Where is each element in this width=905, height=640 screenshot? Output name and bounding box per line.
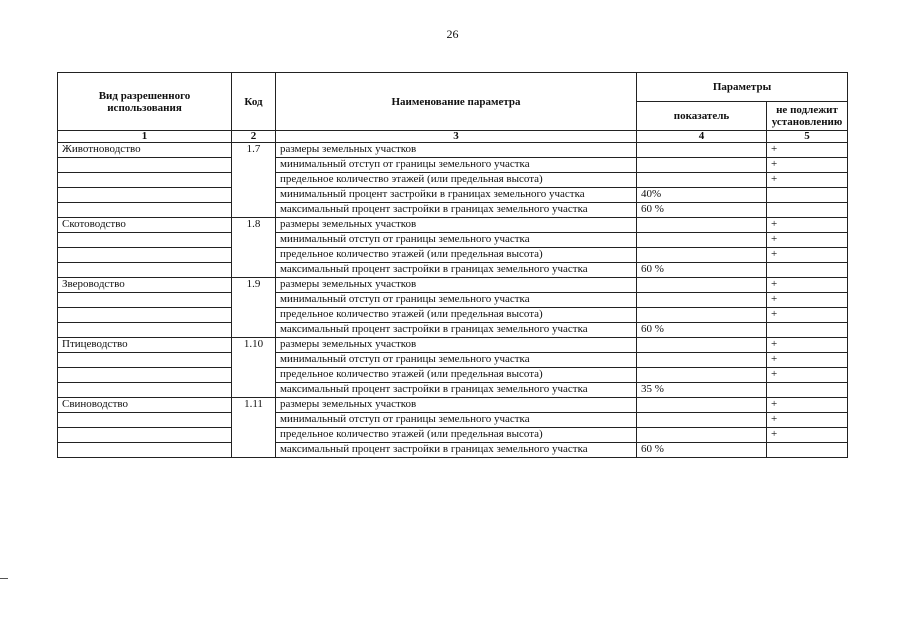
land-use-kind-empty bbox=[58, 428, 232, 443]
land-use-kind-empty bbox=[58, 158, 232, 173]
parameter-value bbox=[637, 218, 767, 233]
header-not-set: не подлежит установлению bbox=[767, 102, 848, 131]
land-use-kind-empty bbox=[58, 368, 232, 383]
land-use-kind-empty bbox=[58, 323, 232, 338]
parameter-value bbox=[637, 413, 767, 428]
land-use-code: 1.11 bbox=[232, 398, 276, 458]
parameter-value: 60 % bbox=[637, 203, 767, 218]
header-num-2: 2 bbox=[232, 131, 276, 143]
not-set-mark: + bbox=[767, 338, 848, 353]
header-params-group: Параметры bbox=[637, 73, 848, 102]
table-row bbox=[58, 188, 848, 203]
parameter-value bbox=[637, 308, 767, 323]
parameter-name: размеры земельных участков bbox=[276, 338, 637, 353]
parameter-value bbox=[637, 398, 767, 413]
parameter-value bbox=[637, 158, 767, 173]
parameter-value bbox=[637, 428, 767, 443]
table-row bbox=[58, 293, 848, 308]
not-set-mark: + bbox=[767, 233, 848, 248]
parameter-value bbox=[637, 233, 767, 248]
header-num-1: 1 bbox=[58, 131, 232, 143]
land-use-code: 1.7 bbox=[232, 143, 276, 218]
land-use-kind-empty bbox=[58, 173, 232, 188]
not-set-mark bbox=[767, 203, 848, 218]
table-row bbox=[58, 428, 848, 443]
table-row bbox=[58, 368, 848, 383]
land-use-code: 1.9 bbox=[232, 278, 276, 338]
table-row bbox=[58, 278, 848, 293]
table-row bbox=[58, 143, 848, 158]
land-use-kind-empty bbox=[58, 248, 232, 263]
parameters-table bbox=[57, 72, 848, 458]
land-use-kind: Животноводство bbox=[58, 143, 232, 158]
land-use-kind: Свиноводство bbox=[58, 398, 232, 413]
table-row bbox=[58, 173, 848, 188]
land-use-kind-empty bbox=[58, 233, 232, 248]
parameter-name: размеры земельных участков bbox=[276, 218, 637, 233]
table-row bbox=[58, 338, 848, 353]
table-row bbox=[58, 308, 848, 323]
parameter-value: 35 % bbox=[637, 383, 767, 398]
parameter-name: минимальный процент застройки в границах земельного участка bbox=[276, 188, 637, 203]
header-param-name: Наименование параметра bbox=[276, 73, 637, 131]
parameter-value: 60 % bbox=[637, 443, 767, 458]
land-use-kind-empty bbox=[58, 203, 232, 218]
not-set-mark: + bbox=[767, 158, 848, 173]
land-use-kind: Птицеводство bbox=[58, 338, 232, 353]
table-row bbox=[58, 443, 848, 458]
parameter-value bbox=[637, 338, 767, 353]
not-set-mark: + bbox=[767, 308, 848, 323]
parameter-value bbox=[637, 353, 767, 368]
table-header bbox=[58, 73, 848, 143]
not-set-mark: + bbox=[767, 413, 848, 428]
parameter-name: размеры земельных участков bbox=[276, 143, 637, 158]
parameter-name: минимальный отступ от границы земельного участка bbox=[276, 293, 637, 308]
parameter-name: максимальный процент застройки в границах земельного участка bbox=[276, 383, 637, 398]
parameter-name: предельное количество этажей (или предельная высота) bbox=[276, 308, 637, 323]
table-body bbox=[58, 143, 848, 458]
parameter-value bbox=[637, 248, 767, 263]
parameter-value bbox=[637, 368, 767, 383]
parameter-name: предельное количество этажей (или предельная высота) bbox=[276, 248, 637, 263]
not-set-mark bbox=[767, 323, 848, 338]
land-use-kind-empty bbox=[58, 413, 232, 428]
land-use-code: 1.8 bbox=[232, 218, 276, 278]
land-use-kind-empty bbox=[58, 308, 232, 323]
not-set-mark: + bbox=[767, 218, 848, 233]
not-set-mark: + bbox=[767, 293, 848, 308]
not-set-mark: + bbox=[767, 278, 848, 293]
parameter-name: предельное количество этажей (или предельная высота) bbox=[276, 368, 637, 383]
table-row bbox=[58, 383, 848, 398]
header-code: Код bbox=[232, 73, 276, 131]
parameter-value bbox=[637, 173, 767, 188]
parameter-name: минимальный отступ от границы земельного участка bbox=[276, 158, 637, 173]
land-use-kind-empty bbox=[58, 188, 232, 203]
not-set-mark: + bbox=[767, 398, 848, 413]
land-use-kind-empty bbox=[58, 353, 232, 368]
parameter-name: максимальный процент застройки в границах земельного участка bbox=[276, 203, 637, 218]
land-use-kind-empty bbox=[58, 293, 232, 308]
parameter-value bbox=[637, 278, 767, 293]
header-kind: Вид разрешенного использования bbox=[58, 73, 232, 131]
edge-mark bbox=[0, 578, 8, 579]
land-use-kind: Скотоводство bbox=[58, 218, 232, 233]
parameter-value bbox=[637, 143, 767, 158]
parameter-name: предельное количество этажей (или предельная высота) bbox=[276, 428, 637, 443]
header-num-4: 4 bbox=[637, 131, 767, 143]
table-row bbox=[58, 263, 848, 278]
parameter-value: 60 % bbox=[637, 263, 767, 278]
page-number: 26 bbox=[446, 27, 459, 41]
parameter-value bbox=[637, 293, 767, 308]
not-set-mark bbox=[767, 188, 848, 203]
parameter-name: размеры земельных участков bbox=[276, 278, 637, 293]
table-row bbox=[58, 158, 848, 173]
table-row bbox=[58, 233, 848, 248]
header-indicator: показатель bbox=[637, 102, 767, 131]
table-row bbox=[58, 248, 848, 263]
parameter-name: предельное количество этажей (или предельная высота) bbox=[276, 173, 637, 188]
table-row bbox=[58, 413, 848, 428]
not-set-mark: + bbox=[767, 368, 848, 383]
parameter-name: максимальный процент застройки в границах земельного участка bbox=[276, 443, 637, 458]
land-use-kind-empty bbox=[58, 443, 232, 458]
land-use-kind: Звероводство bbox=[58, 278, 232, 293]
not-set-mark bbox=[767, 383, 848, 398]
not-set-mark bbox=[767, 263, 848, 278]
parameter-value: 40% bbox=[637, 188, 767, 203]
table-row bbox=[58, 218, 848, 233]
table-row bbox=[58, 398, 848, 413]
not-set-mark: + bbox=[767, 248, 848, 263]
parameter-name: максимальный процент застройки в границах земельного участка bbox=[276, 323, 637, 338]
header-num-3: 3 bbox=[276, 131, 637, 143]
parameter-name: минимальный отступ от границы земельного участка bbox=[276, 353, 637, 368]
not-set-mark: + bbox=[767, 428, 848, 443]
not-set-mark: + bbox=[767, 353, 848, 368]
land-use-kind-empty bbox=[58, 263, 232, 278]
parameter-name: минимальный отступ от границы земельного участка bbox=[276, 233, 637, 248]
not-set-mark: + bbox=[767, 143, 848, 158]
land-use-kind-empty bbox=[58, 383, 232, 398]
table-row bbox=[58, 353, 848, 368]
parameter-name: максимальный процент застройки в границах земельного участка bbox=[276, 263, 637, 278]
parameter-name: минимальный отступ от границы земельного участка bbox=[276, 413, 637, 428]
parameter-name: размеры земельных участков bbox=[276, 398, 637, 413]
parameter-value: 60 % bbox=[637, 323, 767, 338]
not-set-mark: + bbox=[767, 173, 848, 188]
land-use-code: 1.10 bbox=[232, 338, 276, 398]
table-row bbox=[58, 203, 848, 218]
table-row bbox=[58, 323, 848, 338]
not-set-mark bbox=[767, 443, 848, 458]
header-num-5: 5 bbox=[767, 131, 848, 143]
